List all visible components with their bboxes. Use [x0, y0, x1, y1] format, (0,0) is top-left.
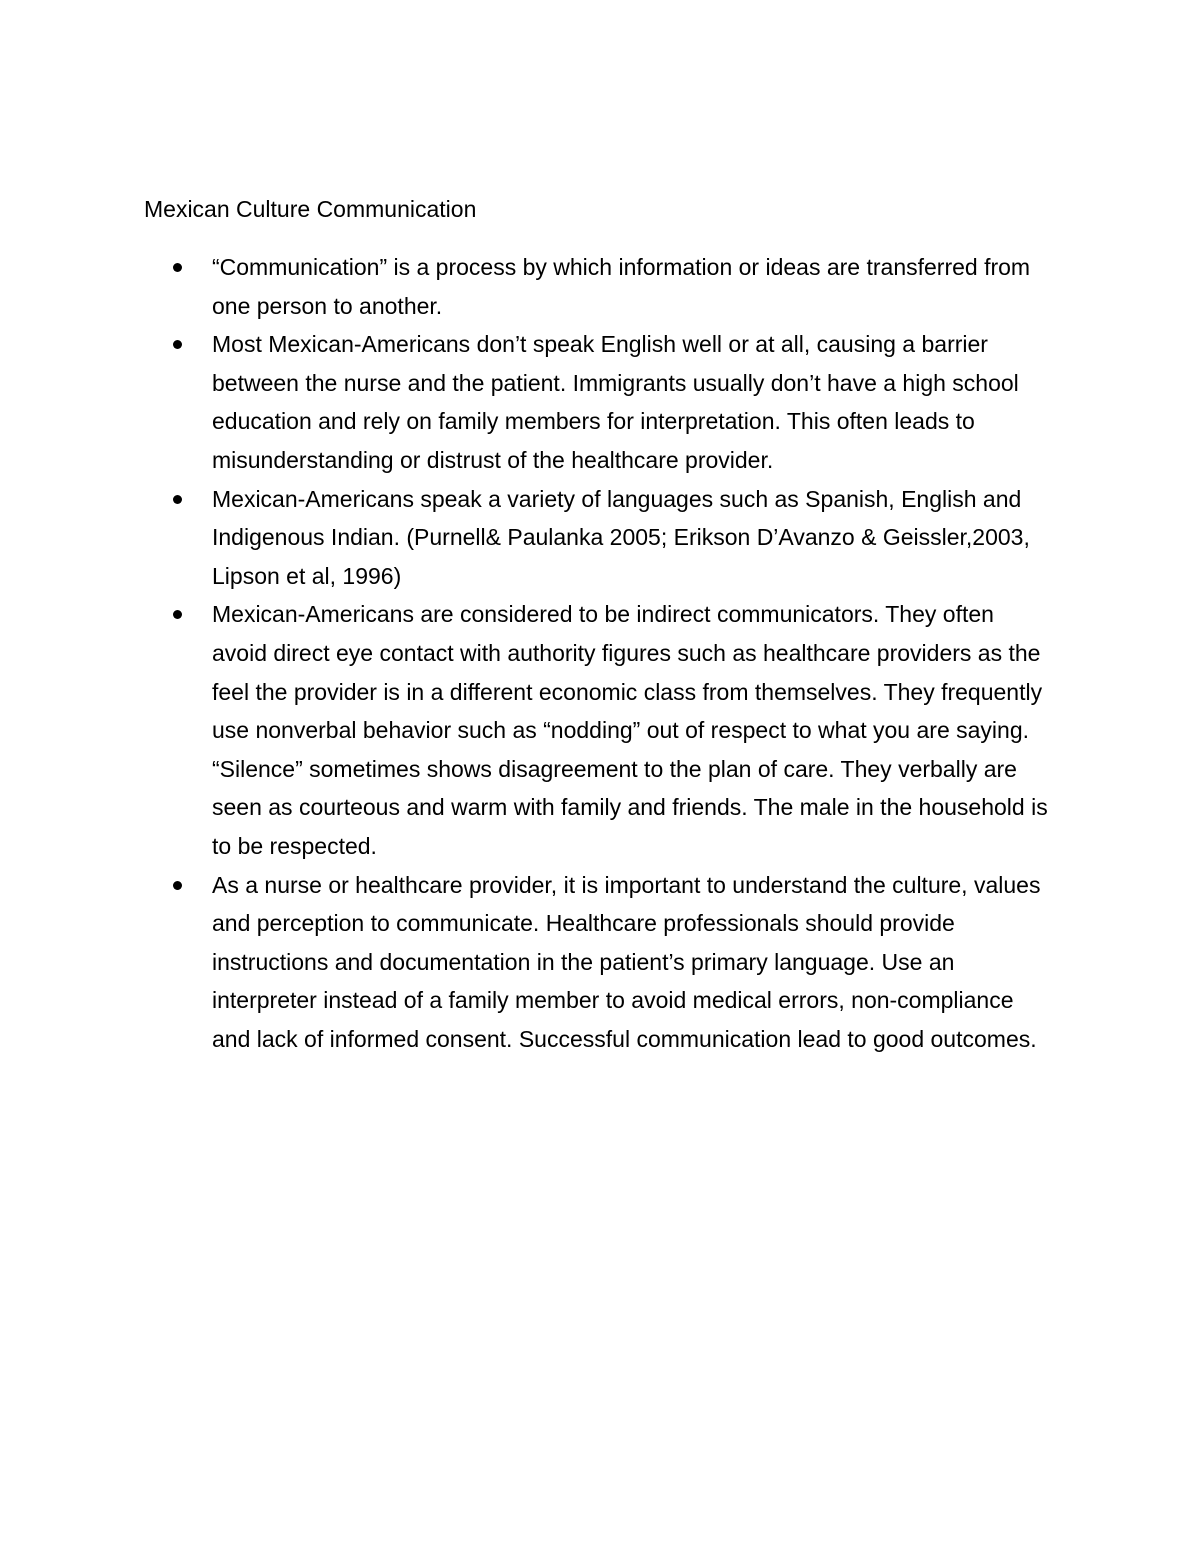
document-title: Mexican Culture Communication — [144, 196, 477, 222]
bullet-icon — [173, 881, 182, 890]
list-item — [170, 595, 1050, 865]
list-item — [170, 325, 1050, 479]
bullet-text: “Communication” is a process by which information or ideas are transferred from one person to another. — [212, 254, 1031, 319]
bullet-text: Mexican-Americans are considered to be indirect communicators. They often avoid direct eye contact with authority figures such as healthcare providers as the feel the provider is in a different economic class from themselves. They frequently use nonverbal behavior such as “nodding” out of respect to what you are saying. “Silence” sometimes shows disagreement to the plan of care. They verbally are seen as courteous and warm with family and friends. The male in the household is to be respected. — [212, 601, 1048, 859]
bullet-icon — [173, 340, 182, 349]
list-item — [170, 480, 1050, 596]
list-item — [170, 866, 1050, 1059]
bullet-text: Mexican-Americans speak a variety of languages such as Spanish, English and Indigenous Indian. (Purnell& Paulanka 2005; Erikson D’Avanzo & Geissler,2003, Lipson et al, 1996) — [212, 485, 1030, 589]
bullet-list — [170, 248, 1050, 1058]
bullet-text: As a nurse or healthcare provider, it is important to understand the culture, values and perception to communicate. Healthcare professionals should provide instructions and documentation in the patient’s primary language. Use an interpreter instead of a family member to avoid medical errors, non-compliance and lack of informed consent. Successful communication lead to good outcomes. — [212, 871, 1041, 1052]
bullet-icon — [173, 263, 182, 272]
list-item — [170, 248, 1050, 325]
bullet-icon — [173, 495, 182, 504]
bullet-icon — [173, 610, 182, 619]
bullet-text: Most Mexican-Americans don’t speak English well or at all, causing a barrier between the nurse and the patient. Immigrants usually don’t have a high school education and rely on family members for interpretation. This often leads to misunderstanding or distrust of the healthcare provider. — [212, 331, 1019, 473]
